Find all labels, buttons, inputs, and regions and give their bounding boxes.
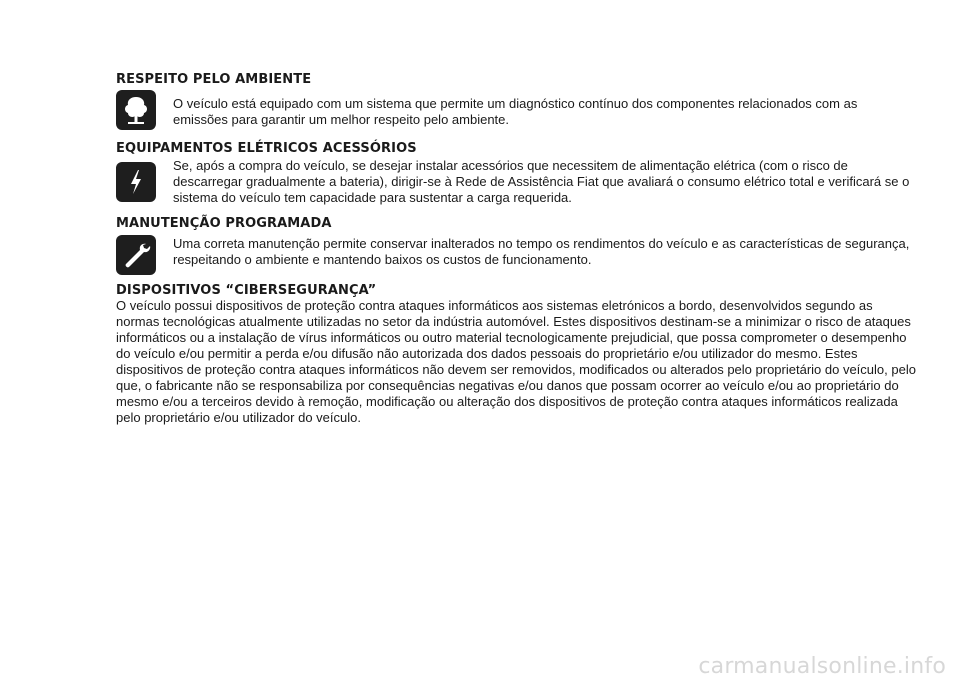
watermark: carmanualsonline.info [698,654,946,679]
text-ciberseguranca: O veículo possui dispositivos de proteção contra ataques informáticos aos sistemas eletrónicos a bordo, desenvolvidos segundo as normas tecnológicas atualmente utilizadas no setor da indústria automóvel. Estes dispositivos destinam-se a minimizar o risco de ataques informáticos ou a instalação de vírus informáticos ou outro material tecnologicamente prejudicial, que possa comprometer o desempenho do veículo e/ou permitir a perda e/ou difusão não autorizada dos dados pessoais do proprietário e/ou utilizador do mesmo. Estes dispositivos de proteção contra ataques informáticos não devem ser removidos, modificados ou alterados pelo proprietário do veículo, pelo que, o fabricante não se responsabiliza por consequências negativas e/ou danos que possam ocorrer ao veículo e/ou ao proprietário do mesmo e/ou a terceiros devido à remoção, modificação ou alteração dos dispositivos de proteção contra ataques informáticos realizada pelo proprietário e/ou utilizador do veículo. [116,298,916,425]
tree-icon [116,90,156,130]
text-manutencao-programada: Uma correta manutenção permite conservar inalterados no tempo os rendimentos do veículo e as características de segurança, respeitando o ambiente e mantendo baixos os custos de funcionamento. [173,236,910,267]
text-respeito-ambiente: O veículo está equipado com um sistema que permite um diagnóstico contínuo dos componentes relacionados com as emissões para garantir um melhor respeito pelo ambiente. [173,96,858,127]
heading-equipamentos-eletricos: EQUIPAMENTOS ELÉTRICOS ACESSÓRIOS [116,141,417,156]
heading-ciberseguranca: DISPOSITIVOS “CIBERSEGURANÇA” [116,283,377,298]
wrench-icon [116,235,156,275]
heading-manutencao-programada: MANUTENÇÃO PROGRAMADA [116,216,332,231]
text-equipamentos-eletricos: Se, após a compra do veículo, se desejar instalar acessórios que necessitem de alimentação elétrica (com o risco de descarregar gradualmente a bateria), dirigir-se à Rede de Assistência Fiat que avaliará o consumo elétrico total e verificará se o sistema do veículo tem capacidade para sustentar a carga requerida. [173,158,910,205]
heading-respeito-ambiente: RESPEITO PELO AMBIENTE [116,72,312,87]
lightning-icon [116,162,156,202]
